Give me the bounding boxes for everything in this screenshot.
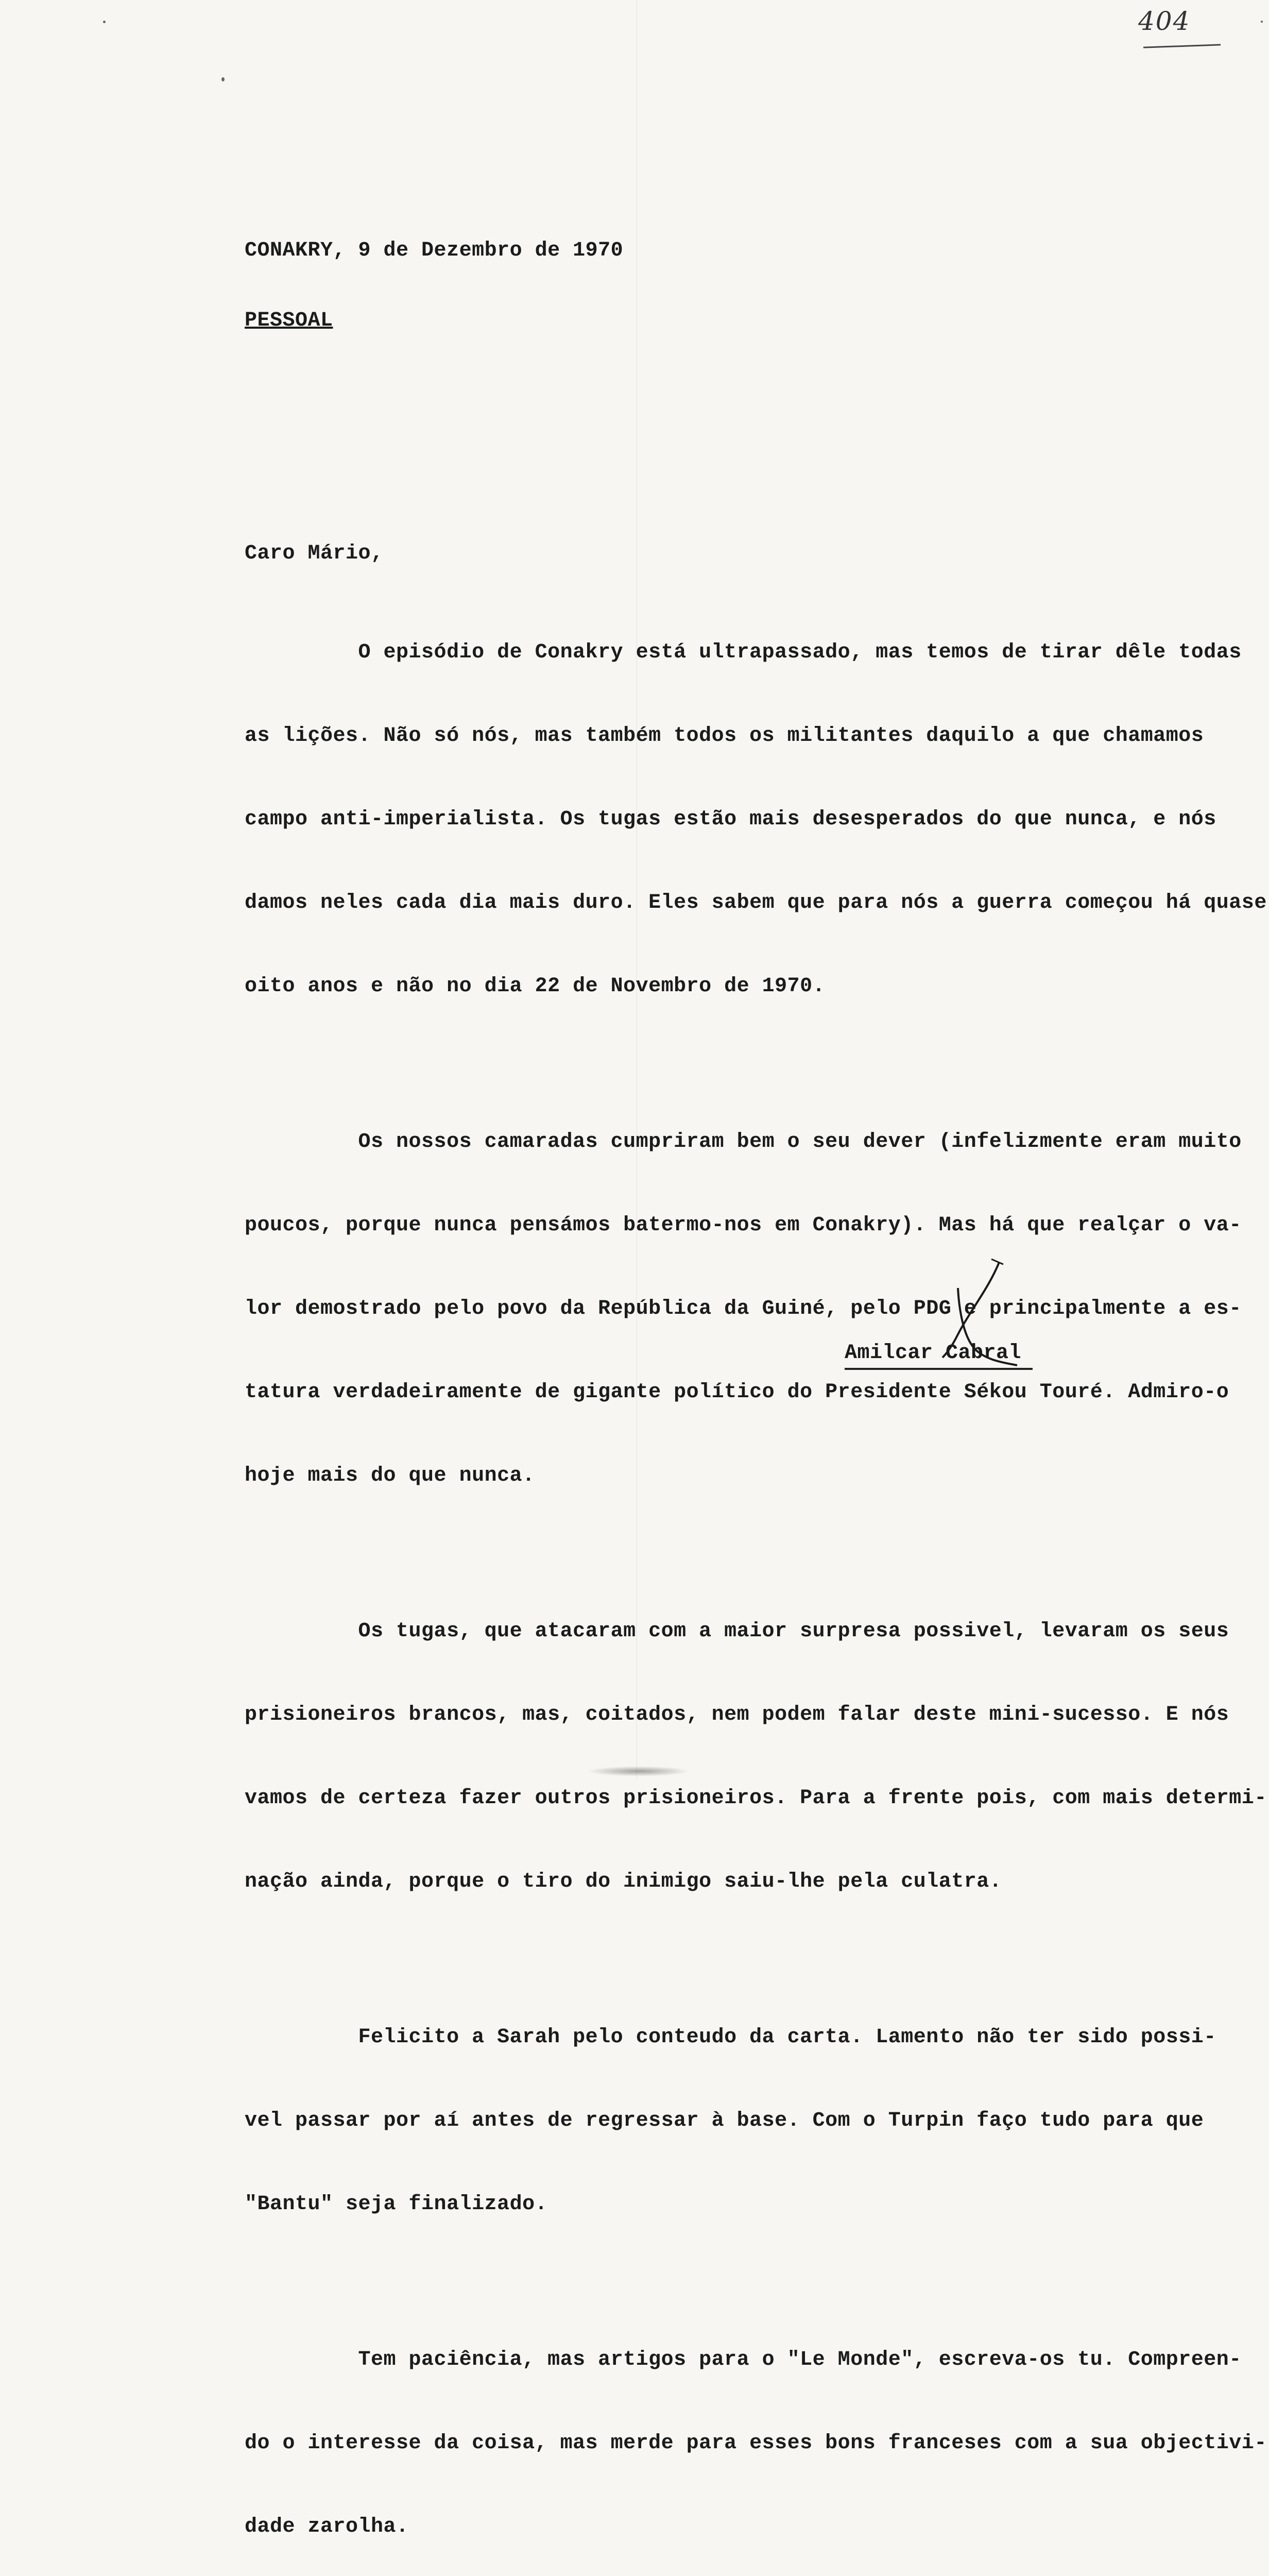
body-line [245, 1546, 1267, 1562]
body-line: Os nossos camaradas cumpriram bem o seu dever (infelizmente eram muito [245, 1130, 1242, 1154]
signature-name: Amilcar Cabral [845, 1342, 1022, 1365]
body-line: Felicito a Sarah pelo conteudo da carta. Lamento não ter sido possi- [245, 2026, 1216, 2049]
body-line: poucos, porque nunca pensámos batermo-nos em Conakry). Mas há que realçar o va- [245, 1214, 1242, 1237]
speck-mark [103, 21, 106, 23]
body-line [245, 1056, 1267, 1073]
body-line: damos neles cada dia mais duro. Eles sabem que para nós a guerra começou há quase [245, 891, 1267, 914]
salutation: Caro Mário, [245, 542, 384, 565]
reference-underline [1143, 44, 1221, 48]
body-line: vel passar por aí antes de regressar à base. Com o Turpin faço tudo para que [245, 2109, 1204, 2132]
body-line: vamos de certeza fazer outros prisioneiros. Para a frente pois, com mais determi- [245, 1787, 1267, 1810]
bottom-smudge [587, 1766, 690, 1776]
body-line: Tem paciência, mas artigos para o "Le Monde", escreva-os tu. Compreen- [245, 2348, 1242, 2371]
letter-body [245, 583, 1267, 2576]
body-line [245, 2274, 1267, 2291]
signature-underline [845, 1368, 1033, 1370]
body-line: lor demostrado pelo povo da República da Guiné, pelo PDG e principalmente a es- [245, 1297, 1242, 1320]
body-line: prisioneiros brancos, mas, coitados, nem podem falar deste mini-sucesso. E nós [245, 1703, 1229, 1726]
body-line: nação ainda, porque o tiro do inimigo saiu-lhe pela culatra. [245, 1870, 1002, 1893]
confidentiality-marking: PESSOAL [245, 309, 333, 332]
body-line [245, 1952, 1267, 1968]
date-line: CONAKRY, 9 de Dezembro de 1970 [245, 239, 624, 262]
speck-mark [221, 77, 225, 81]
body-line: "Bantu" seja finalizado. [245, 2193, 548, 2216]
body-line: campo anti-imperialista. Os tugas estão mais desesperados do que nunca, e nós [245, 808, 1216, 831]
body-line: O episódio de Conakry está ultrapassado, mas temos de tirar dêle todas [245, 641, 1242, 664]
body-line: tatura verdadeiramente de gigante político do Presidente Sékou Touré. Admiro-o [245, 1381, 1229, 1404]
body-line: dade zarolha. [245, 2515, 409, 2538]
archive-reference-number: 404 [1138, 6, 1191, 36]
body-line: hoje mais do que nunca. [245, 1464, 535, 1487]
body-line: do o interesse da coisa, mas merde para esses bons franceses com a sua objectivi- [245, 2432, 1267, 2455]
speck-mark [1261, 21, 1263, 23]
body-line: oito anos e não no dia 22 de Novembro de 1970. [245, 975, 826, 998]
body-line: Os tugas, que atacaram com a maior surpresa possivel, levaram os seus [245, 1620, 1229, 1643]
body-line: as lições. Não só nós, mas também todos os militantes daquilo a que chamamos [245, 724, 1204, 748]
